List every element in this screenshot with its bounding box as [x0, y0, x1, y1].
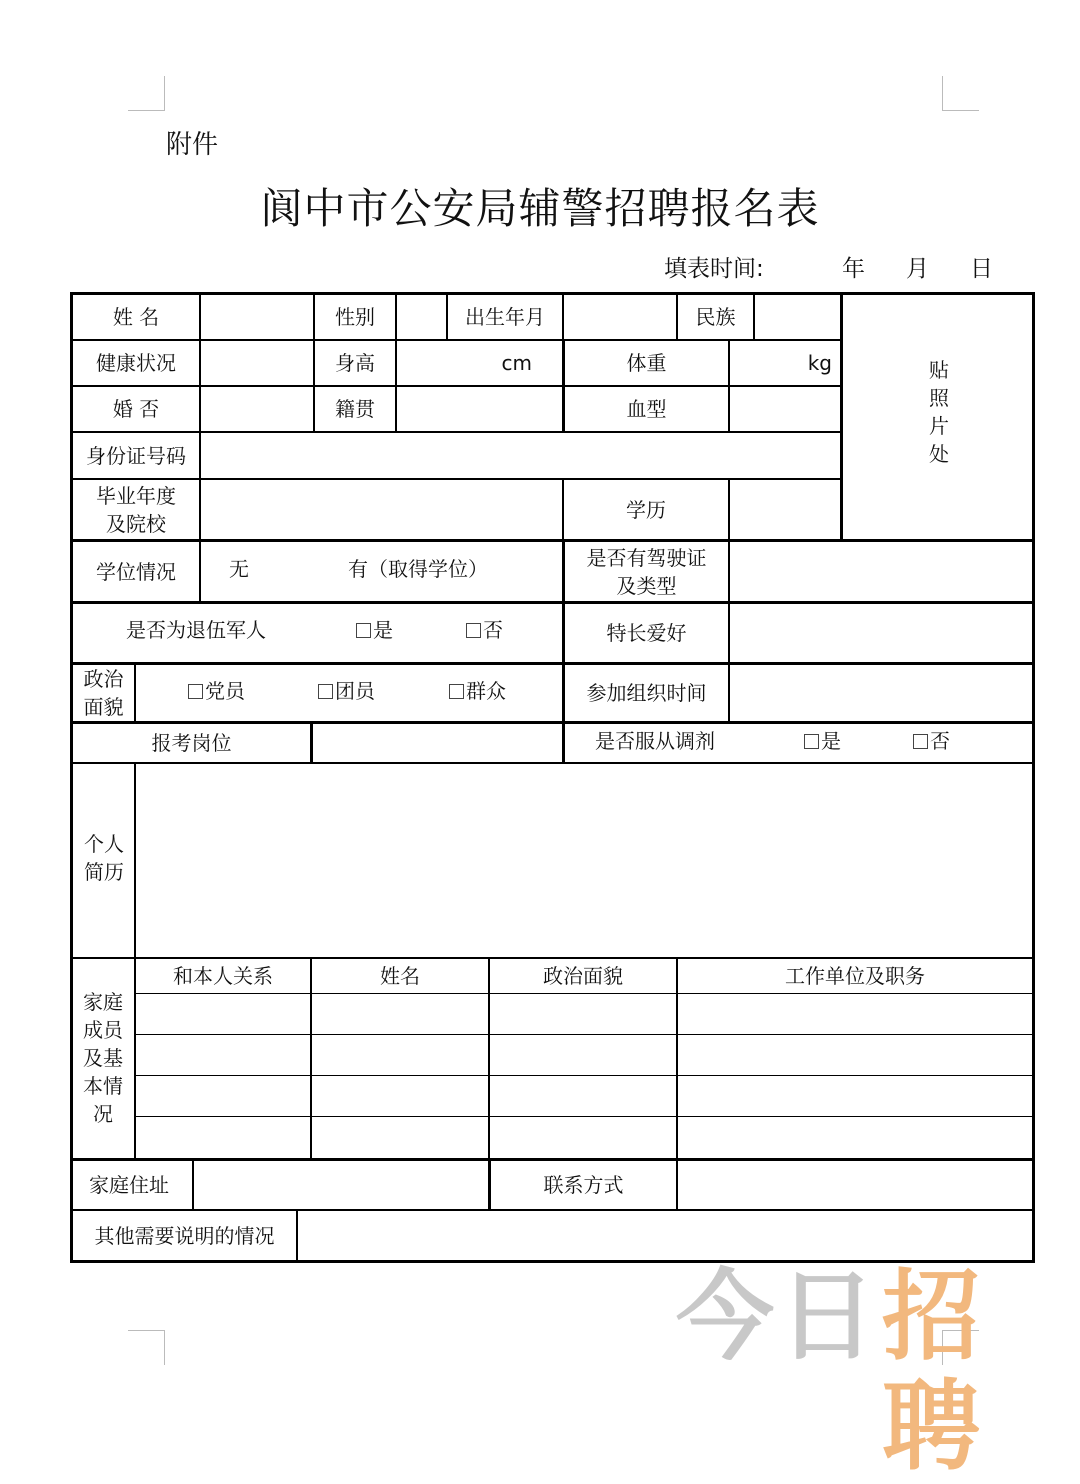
- height-label: 身高: [335, 351, 375, 375]
- family-row[interactable]: [136, 1036, 1032, 1075]
- checkbox-icon: [449, 684, 464, 699]
- political-label: [73, 665, 134, 721]
- month-label: 月: [906, 256, 929, 282]
- adjust-yes-label: 是: [821, 729, 841, 753]
- checkbox-icon: [466, 623, 481, 638]
- gender-field[interactable]: [397, 295, 446, 339]
- weight-unit: kg: [807, 351, 832, 375]
- year-label: 年: [842, 256, 865, 282]
- league-member-label: 团员: [335, 679, 375, 703]
- checkbox-icon: [913, 734, 928, 749]
- native-place-label: 籍贯: [335, 397, 375, 421]
- family-header-relation: 和本人关系: [173, 964, 273, 988]
- other-field[interactable]: [298, 1211, 1032, 1260]
- league-member-checkbox[interactable]: [318, 677, 375, 705]
- watermark-logo-part2: 招聘: [882, 1260, 985, 1484]
- address-field[interactable]: [194, 1161, 488, 1209]
- contact-label: 联系方式: [543, 1173, 624, 1197]
- family-label: [80, 988, 126, 1128]
- weight-field[interactable]: [730, 341, 840, 385]
- graduation-field[interactable]: [201, 480, 562, 539]
- birth-label: 出生年月: [465, 305, 545, 329]
- veteran-no-checkbox[interactable]: [466, 616, 503, 644]
- form-title: 阆中市公安局辅警招聘报名表: [260, 184, 820, 233]
- political-label-line2: 面貌: [83, 695, 124, 719]
- family-header-political: 政治面貌: [543, 964, 623, 988]
- adjust-no-checkbox[interactable]: [913, 727, 950, 755]
- join-time-field[interactable]: [730, 665, 1032, 721]
- family-header-work: 工作单位及职务: [785, 964, 925, 988]
- family-label-line: 本情: [83, 1074, 123, 1098]
- resume-label: [82, 830, 126, 886]
- height-field[interactable]: [397, 341, 562, 385]
- license-label-line2: 及类型: [616, 573, 677, 598]
- family-label-line: 及基: [83, 1046, 123, 1070]
- family-label-line: 况: [93, 1102, 113, 1126]
- blood-type-field[interactable]: [730, 387, 840, 431]
- family-header-name: 姓名: [380, 964, 420, 988]
- crop-mark-bottom-left: [128, 1330, 165, 1365]
- family-row[interactable]: [136, 995, 1032, 1034]
- party-member-checkbox[interactable]: [188, 677, 245, 705]
- photo-label: 贴 照 片 处: [929, 358, 949, 466]
- health-field[interactable]: [201, 341, 313, 385]
- checkbox-icon: [356, 623, 371, 638]
- crop-mark-top-right: [942, 76, 979, 111]
- height-unit: cm: [501, 351, 532, 375]
- ethnicity-label: 民族: [695, 305, 736, 329]
- checkbox-icon: [188, 684, 203, 699]
- education-label: 学历: [626, 497, 666, 522]
- masses-checkbox[interactable]: [449, 677, 506, 705]
- family-row[interactable]: [136, 1077, 1032, 1116]
- education-field[interactable]: [730, 480, 840, 539]
- contact-field[interactable]: [678, 1161, 1032, 1209]
- address-label: 家庭住址: [89, 1173, 169, 1197]
- other-label: 其他需要说明的情况: [94, 1223, 275, 1248]
- resume-label-line2: 简历: [84, 860, 124, 884]
- license-field[interactable]: [730, 542, 1032, 601]
- name-field[interactable]: [201, 295, 313, 339]
- degree-yes-option[interactable]: 有（取得学位）: [348, 557, 488, 581]
- hobby-field[interactable]: [730, 604, 1032, 662]
- position-field[interactable]: [313, 724, 562, 762]
- resume-label-line1: 个人: [84, 832, 124, 856]
- license-label-line1: 是否有驾驶证: [586, 545, 707, 570]
- veteran-no-label: 否: [483, 618, 503, 642]
- degree-none-option[interactable]: 无: [229, 557, 249, 581]
- degree-label: 学位情况: [96, 559, 176, 584]
- party-member-label: 党员: [205, 679, 245, 703]
- checkbox-icon: [804, 734, 819, 749]
- blood-type-label: 血型: [626, 397, 667, 421]
- fill-time-label: 填表时间:: [664, 256, 764, 282]
- masses-label: 群众: [466, 679, 506, 703]
- name-label: 姓 名: [112, 305, 160, 329]
- weight-label: 体重: [626, 351, 667, 375]
- graduation-label: [73, 480, 199, 539]
- resume-field[interactable]: [136, 764, 1032, 957]
- family-label-line: 家庭: [83, 990, 123, 1014]
- license-label: [565, 542, 728, 601]
- position-label: 报考岗位: [151, 731, 232, 755]
- marriage-label: 婚 否: [112, 397, 160, 421]
- id-number-label: 身份证号码: [86, 443, 186, 468]
- marriage-field[interactable]: [201, 387, 313, 431]
- native-place-field[interactable]: [397, 387, 562, 431]
- join-time-label: 参加组织时间: [586, 681, 707, 705]
- graduation-label-line1: 毕业年度: [96, 483, 176, 508]
- gender-label: 性别: [335, 305, 375, 329]
- veteran-yes-checkbox[interactable]: [356, 616, 393, 644]
- hobby-label: 特长爱好: [606, 621, 687, 645]
- veteran-label: 是否为退伍军人: [126, 618, 266, 642]
- ethnicity-field[interactable]: [755, 295, 840, 339]
- family-label-line: 成员: [83, 1018, 123, 1042]
- checkbox-icon: [318, 684, 333, 699]
- adjust-no-label: 否: [930, 729, 950, 753]
- adjust-label: 是否服从调剂: [595, 729, 715, 753]
- id-number-field[interactable]: [201, 433, 840, 478]
- birth-field[interactable]: [564, 295, 676, 339]
- watermark-logo-part1: 今日: [676, 1260, 881, 1374]
- attachment-label: 附件: [166, 130, 219, 160]
- political-label-line1: 政治: [83, 667, 124, 691]
- day-label: 日: [970, 256, 993, 282]
- family-row[interactable]: [136, 1118, 1032, 1158]
- adjust-yes-checkbox[interactable]: [804, 727, 841, 755]
- crop-mark-top-left: [128, 76, 165, 111]
- veteran-yes-label: 是: [373, 618, 393, 642]
- health-label: 健康状况: [96, 351, 176, 375]
- graduation-label-line2: 及院校: [106, 511, 166, 536]
